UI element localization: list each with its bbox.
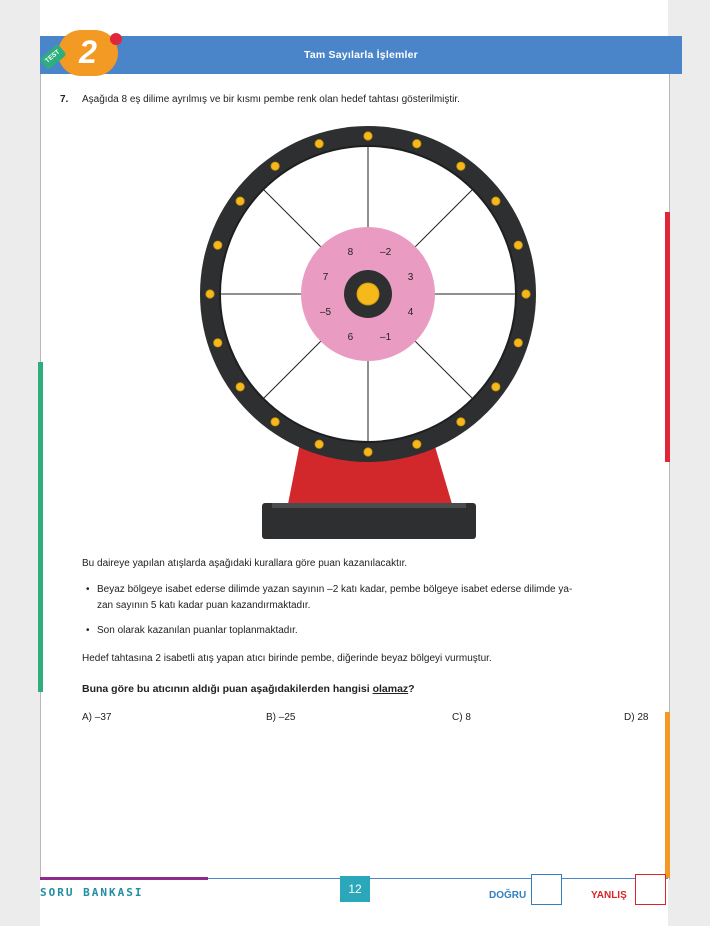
bullet-1-line-2: zan sayının 5 katı kadar puan kazandırmaktadır.: [97, 600, 311, 611]
segment-label: 6: [347, 331, 354, 343]
rim-bolt: [214, 339, 222, 347]
option-b[interactable]: [266, 712, 295, 723]
bullet-2: Son olarak kazanılan puanlar toplanmaktadır.: [97, 625, 298, 636]
question-prompt: [82, 683, 415, 695]
prompt-end: ?: [408, 683, 415, 695]
yanlis-label: YANLIŞ: [591, 890, 627, 901]
question-intro: Aşağıda 8 eş dilime ayrılmış ve bir kısmı pembe renk olan hedef tahtası gösterilmiştir.: [82, 94, 460, 105]
rim-bolt: [413, 140, 421, 148]
prompt-emphasis: olamaz: [372, 683, 409, 695]
rim-bolt: [236, 383, 244, 391]
footer-accent-line: [40, 877, 208, 880]
footer-divider: [208, 878, 668, 879]
segment-label: 4: [407, 307, 414, 319]
book-title: SORU BANKASI: [40, 886, 144, 899]
rim-bolt: [492, 197, 500, 205]
rim-bolt: [236, 197, 244, 205]
background-right: [668, 0, 710, 926]
wheel-hub: [357, 283, 379, 305]
rim-bolt: [413, 440, 421, 448]
rim-bolt: [315, 440, 323, 448]
right-accent-bar-orange: [665, 712, 670, 878]
bullet-marker-2: •: [86, 625, 90, 636]
rim-bolt: [206, 290, 214, 298]
rim-bolt: [271, 418, 279, 426]
segment-label: –1: [380, 331, 392, 343]
segment-label: –5: [319, 307, 332, 319]
segment-label: 7: [322, 271, 329, 283]
question-number: 7.: [60, 94, 69, 105]
rules-intro: Bu daireye yapılan atışlarda aşağıdaki kurallara göre puan kazanılacaktır.: [82, 558, 408, 569]
right-accent-bar-red: [665, 212, 670, 462]
page-title: Tam Sayılarla İşlemler: [304, 49, 418, 61]
test-label: TEST: [39, 44, 66, 70]
background-left: [0, 0, 40, 926]
scenario-text: Hedef tahtasına 2 isabetli atış yapan atıcı birinde pembe, diğerinde beyaz bölgeyi vurmuştur.: [82, 653, 492, 664]
option-d-value: 28: [637, 712, 649, 723]
wheel-base: [262, 503, 476, 539]
option-d[interactable]: [624, 712, 648, 723]
option-d-letter: D): [624, 712, 635, 723]
left-accent-bar: [38, 362, 43, 692]
option-a-value: –37: [94, 712, 112, 723]
rim-bolt: [514, 241, 522, 249]
badge-dot: [110, 33, 122, 45]
segment-label: 3: [407, 271, 414, 283]
rim-bolt: [522, 290, 530, 298]
option-c-letter: C): [452, 712, 463, 723]
option-c[interactable]: [452, 712, 471, 723]
test-number: 2: [79, 34, 97, 70]
rim-bolt: [315, 140, 323, 148]
segment-label: –2: [380, 247, 392, 259]
segment-label: 8: [347, 247, 354, 259]
rim-bolt: [271, 162, 279, 170]
rim-bolt: [364, 448, 372, 456]
option-c-value: 8: [465, 712, 471, 723]
option-b-value: –25: [278, 712, 296, 723]
option-a[interactable]: [82, 712, 111, 723]
target-wheel-illustration: [180, 120, 560, 545]
rim-bolt: [457, 418, 465, 426]
yanlis-checkbox[interactable]: [635, 874, 666, 905]
rim-bolt: [364, 132, 372, 140]
rim-bolt: [492, 383, 500, 391]
option-b-letter: B): [266, 712, 276, 723]
page-number: 12: [340, 876, 370, 902]
bullet-marker-1: •: [86, 584, 90, 595]
prompt-text: Buna göre bu atıcının aldığı puan aşağıdakilerden hangisi: [82, 683, 373, 695]
bullet-1-line-1: Beyaz bölgeye isabet ederse dilimde yazan sayının –2 katı kadar, pembe bölgeye isabet ederse dilimde ya-: [97, 584, 573, 595]
dogru-checkbox[interactable]: [531, 874, 562, 905]
option-a-letter: A): [82, 712, 92, 723]
dogru-label: DOĞRU: [489, 890, 527, 901]
rim-bolt: [457, 162, 465, 170]
rim-bolt: [214, 241, 222, 249]
rim-bolt: [514, 339, 522, 347]
